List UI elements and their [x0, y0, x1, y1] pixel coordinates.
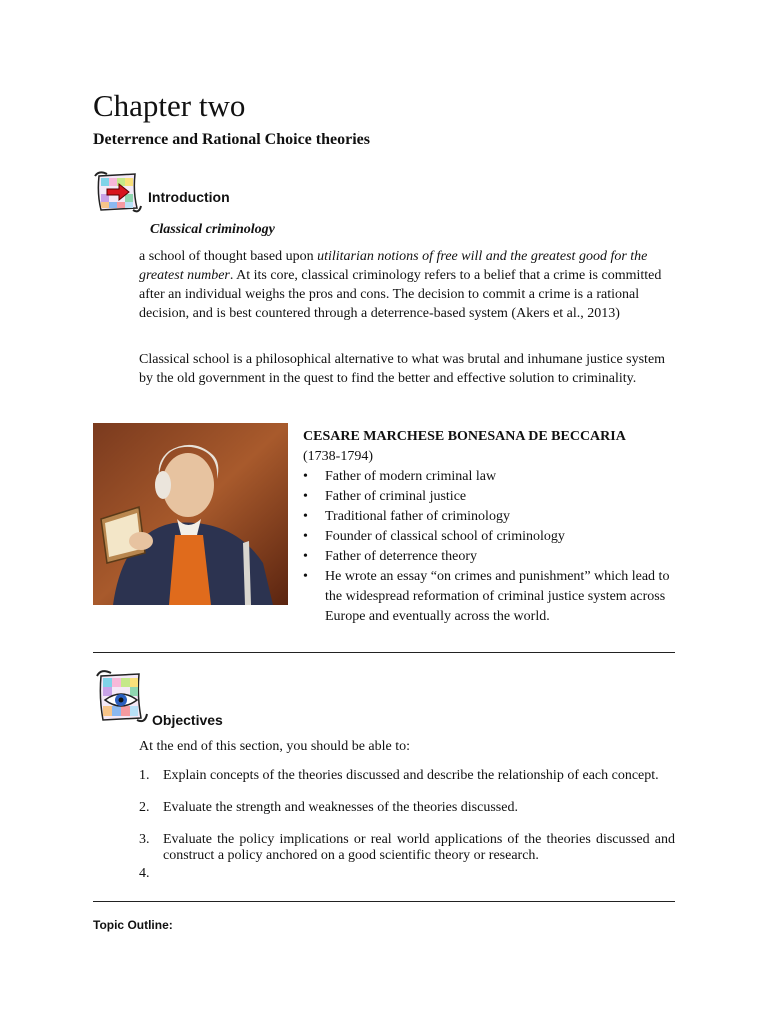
chapter-title: Chapter two — [93, 88, 246, 123]
para1-emphasis: utilitarian notions of free will and the greatest good for the greatest number — [139, 249, 648, 283]
section-divider — [93, 652, 675, 653]
objective-text: Evaluate the strength and weaknesses of the theories discussed. — [163, 800, 518, 815]
beccaria-portrait — [93, 423, 288, 605]
beccaria-name: CESARE MARCHESE BONESANA DE BECCARIA — [303, 429, 626, 444]
objective-item — [139, 800, 675, 832]
bio-item: • He wrote an essay “on crimes and punishment” which lead to the widespread reformation of criminal justice system across Europe and eventually across the world. — [303, 567, 683, 627]
beccaria-list — [303, 467, 683, 627]
para1-lead: a school of thought based upon — [139, 249, 318, 264]
objective-text: Explain concepts of the theories discussed and describe the relationship of each concept. — [163, 768, 659, 783]
beccaria-bio — [303, 427, 683, 627]
classical-school-paragraph: Classical school is a philosophical alternative to what was brutal and inhumane justice system by the old government in the quest to find the better and effective solution to criminality. — [139, 352, 666, 386]
objective-text: Evaluate the policy implications or real world applications of the theories discussed and construct a policy anchored on a good scientific theory or research. — [163, 832, 675, 863]
bio-item: • Founder of classical school of criminology — [303, 527, 683, 547]
para1-rest: . At its core, classical criminology refers to a belief that a crime is committed after an individual weighs the pros and cons. The decision to commit a crime is a rational decision, and is best countered through a deterrence-based system (Akers et al., 2013) — [139, 268, 662, 321]
objectives-list — [139, 768, 675, 882]
objective-item — [139, 768, 675, 800]
bio-item: • Traditional father of criminology — [303, 507, 683, 527]
bio-item: • Father of modern criminal law — [303, 467, 683, 487]
objective-item — [139, 866, 675, 882]
objective-number: 1. — [139, 768, 150, 783]
beccaria-years: (1738-1794) — [303, 449, 373, 464]
eye-icon — [93, 668, 149, 724]
arrow-right-icon — [93, 170, 143, 214]
topic-outline-heading: Topic Outline: — [93, 918, 173, 932]
introduction-heading: Introduction — [148, 189, 230, 205]
objective-item — [139, 832, 675, 866]
classical-criminology-heading: Classical criminology — [150, 222, 275, 237]
objectives-intro: At the end of this section, you should be able to: — [139, 739, 411, 754]
section-divider — [93, 901, 675, 902]
bio-item: • Father of deterrence theory — [303, 547, 683, 567]
classical-paragraph — [139, 247, 675, 323]
objectives-heading: Objectives — [152, 712, 223, 728]
chapter-subtitle: Deterrence and Rational Choice theories — [93, 131, 370, 148]
objective-number: 3. — [139, 832, 150, 847]
objective-number: 2. — [139, 800, 150, 815]
objective-number: 4. — [139, 866, 150, 881]
bio-item: • Father of criminal justice — [303, 487, 683, 507]
